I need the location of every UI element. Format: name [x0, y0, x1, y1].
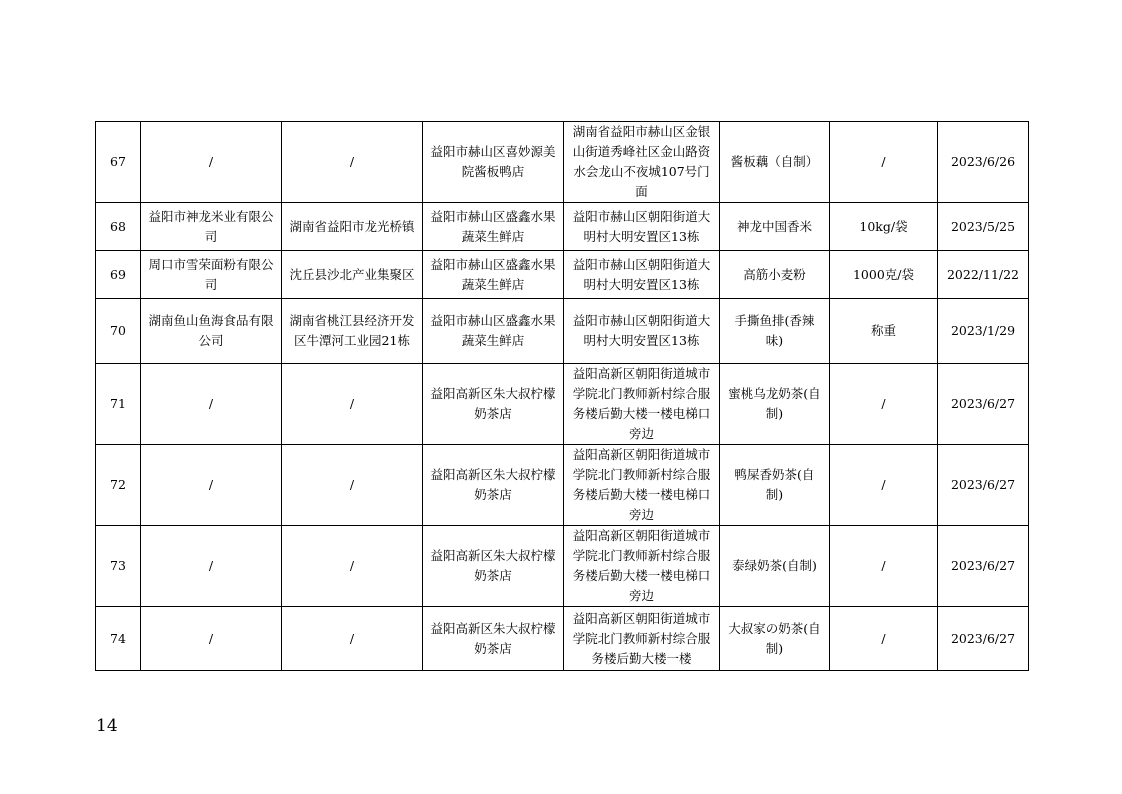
cell-spec: / [830, 122, 938, 203]
cell-no: 72 [96, 445, 141, 526]
cell-date: 2023/6/27 [938, 445, 1029, 526]
cell-producer: 湖南鱼山鱼海食品有限公司 [141, 299, 282, 364]
cell-seller: 益阳市赫山区喜妙源美院酱板鸭店 [423, 122, 564, 203]
cell-no: 70 [96, 299, 141, 364]
cell-date: 2023/6/27 [938, 526, 1029, 607]
cell-seller: 益阳市赫山区盛鑫水果蔬菜生鲜店 [423, 299, 564, 364]
cell-product: 神龙中国香米 [720, 203, 830, 251]
cell-no: 74 [96, 607, 141, 671]
cell-producer-address: / [282, 122, 423, 203]
cell-producer: / [141, 526, 282, 607]
cell-date: 2023/6/27 [938, 364, 1029, 445]
cell-no: 67 [96, 122, 141, 203]
cell-producer: / [141, 122, 282, 203]
cell-product: 蜜桃乌龙奶茶(自制) [720, 364, 830, 445]
cell-product: 鸭屎香奶茶(自制) [720, 445, 830, 526]
cell-date: 2023/1/29 [938, 299, 1029, 364]
cell-seller: 益阳高新区朱大叔柠檬奶茶店 [423, 607, 564, 671]
cell-no: 71 [96, 364, 141, 445]
cell-producer: / [141, 364, 282, 445]
cell-producer: / [141, 445, 282, 526]
table-row [96, 364, 1029, 445]
cell-seller-address: 益阳市赫山区朝阳街道大明村大明安置区13栋 [564, 299, 720, 364]
cell-producer-address: / [282, 526, 423, 607]
cell-product: 手撕鱼排(香辣味) [720, 299, 830, 364]
cell-producer-address: / [282, 445, 423, 526]
cell-seller-address: 益阳市赫山区朝阳街道大明村大明安置区13栋 [564, 203, 720, 251]
cell-producer-address: 湖南省益阳市龙光桥镇 [282, 203, 423, 251]
cell-seller-address: 益阳高新区朝阳街道城市学院北门教师新村综合服务楼后勤大楼一楼电梯口旁边 [564, 445, 720, 526]
cell-spec: / [830, 364, 938, 445]
cell-spec: / [830, 607, 938, 671]
table-row [96, 526, 1029, 607]
cell-no: 68 [96, 203, 141, 251]
cell-product: 泰绿奶茶(自制) [720, 526, 830, 607]
cell-seller-address: 湖南省益阳市赫山区金银山街道秀峰社区金山路资水会龙山不夜城107号门面 [564, 122, 720, 203]
cell-date: 2023/6/26 [938, 122, 1029, 203]
cell-no: 69 [96, 251, 141, 299]
cell-spec: 称重 [830, 299, 938, 364]
table-row [96, 299, 1029, 364]
cell-date: 2023/6/27 [938, 607, 1029, 671]
table-row [96, 445, 1029, 526]
cell-producer: 益阳市神龙米业有限公司 [141, 203, 282, 251]
cell-product: 大叔家の奶茶(自制) [720, 607, 830, 671]
cell-seller: 益阳高新区朱大叔柠檬奶茶店 [423, 364, 564, 445]
table-row [96, 607, 1029, 671]
cell-producer: / [141, 607, 282, 671]
table-row [96, 203, 1029, 251]
sampling-results-table [95, 121, 1029, 671]
cell-seller: 益阳市赫山区盛鑫水果蔬菜生鲜店 [423, 251, 564, 299]
cell-spec: / [830, 526, 938, 607]
cell-seller-address: 益阳高新区朝阳街道城市学院北门教师新村综合服务楼后勤大楼一楼电梯口旁边 [564, 526, 720, 607]
cell-seller-address: 益阳高新区朝阳街道城市学院北门教师新村综合服务楼后勤大楼一楼电梯口旁边 [564, 364, 720, 445]
cell-product: 酱板藕（自制） [720, 122, 830, 203]
cell-seller: 益阳高新区朱大叔柠檬奶茶店 [423, 445, 564, 526]
cell-no: 73 [96, 526, 141, 607]
cell-producer: 周口市雪荣面粉有限公司 [141, 251, 282, 299]
cell-seller-address: 益阳高新区朝阳街道城市学院北门教师新村综合服务楼后勤大楼一楼 [564, 607, 720, 671]
cell-producer-address: 湖南省桃江县经济开发区牛潭河工业园21栋 [282, 299, 423, 364]
page-number: 14 [96, 716, 118, 736]
cell-seller: 益阳市赫山区盛鑫水果蔬菜生鲜店 [423, 203, 564, 251]
table-row [96, 251, 1029, 299]
cell-producer-address: 沈丘县沙北产业集聚区 [282, 251, 423, 299]
cell-seller: 益阳高新区朱大叔柠檬奶茶店 [423, 526, 564, 607]
cell-date: 2023/5/25 [938, 203, 1029, 251]
cell-spec: 1000克/袋 [830, 251, 938, 299]
cell-seller-address: 益阳市赫山区朝阳街道大明村大明安置区13栋 [564, 251, 720, 299]
cell-spec: / [830, 445, 938, 526]
cell-product: 高筋小麦粉 [720, 251, 830, 299]
table-row [96, 122, 1029, 203]
cell-spec: 10kg/袋 [830, 203, 938, 251]
cell-producer-address: / [282, 607, 423, 671]
cell-date: 2022/11/22 [938, 251, 1029, 299]
cell-producer-address: / [282, 364, 423, 445]
